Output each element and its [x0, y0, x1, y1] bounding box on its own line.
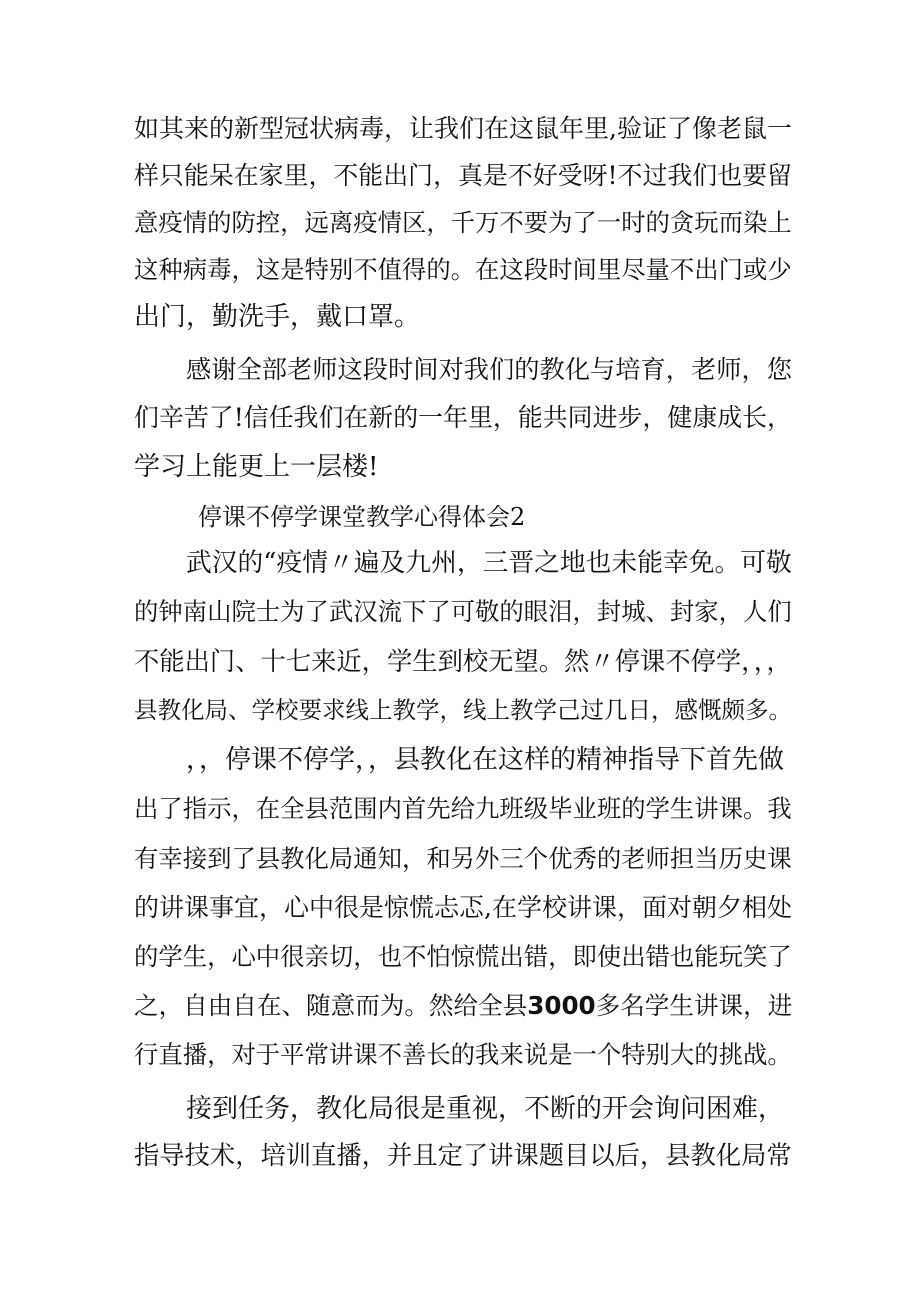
text-line: 意疫情的防控，远离疫情区，千万不要为了一时的贪玩而染上 [134, 208, 792, 237]
text-line: 接到任务，教化局很是重视，不断的开会询问困难， [186, 1094, 785, 1124]
text-line: 有幸接到了县教化局通知，和另外三个优秀的老师担当历史课 [134, 844, 792, 873]
text-line-with-number [134, 990, 792, 1022]
text-line: 的钟南山院士为了武汉流下了可敬的眼泪，封城、封家，人们 [134, 597, 792, 626]
text-line: 样只能呆在家里，不能出门，真是不好受呀!不过我们也要留 [134, 161, 792, 190]
text-line: 如其来的新型冠状病毒，让我们在这鼠年里,验证了像老鼠一 [134, 114, 792, 143]
text-line: 学习上能更上一层楼! [134, 452, 379, 482]
text-segment: 之，自由自在、随意而为。然给全县 [134, 991, 528, 1020]
student-count-number: 3000 [527, 991, 596, 1020]
text-line: 的讲课事宜，心中很是惊慌忐忑,在学校讲课，面对朝夕相处 [134, 893, 792, 922]
text-line: 武汉的“疫情〃遍及九州，三晋之地也未能幸免。可敬 [186, 548, 792, 578]
text-line: 的学生，心中很亲切，也不怕惊慌出错，即使出错也能玩笑了 [134, 942, 792, 971]
text-line: 感谢全部老师这段时间对我们的教化与培育，老师，您 [186, 355, 792, 384]
text-line: 行直播，对于平常讲课不善长的我来说是一个特别大的挑战。 [134, 1040, 792, 1069]
text-line: 出了指示，在全县范围内首先给九班级毕业班的学生讲课。我 [134, 794, 792, 823]
section-heading: 停课不停学课堂教学心得体会2 [198, 503, 526, 531]
text-line: 这种病毒，这是特别不值得的。在这段时间里尽量不出门或少 [134, 255, 792, 284]
text-line: 指导技术，培训直播，并且定了讲课题目以后，县教化局常 [134, 1141, 792, 1170]
text-line: 不能出门、十七来近，学生到校无望。然〃停课不停学，，， [134, 647, 792, 676]
text-segment: 多名学生讲课，进 [595, 991, 793, 1020]
text-line: 出门，勤洗手，戴口罩。 [134, 302, 421, 332]
text-line: ，，停课不停学，，县教化在这样的精神指导下首先做 [186, 745, 785, 775]
text-line: 县教化局、学校要求线上教学，线上教学己过几日，感慨颇多。 [134, 696, 792, 724]
text-line: 们辛苦了!信任我们在新的一年里，能共同进步，健康成长， [134, 403, 792, 432]
